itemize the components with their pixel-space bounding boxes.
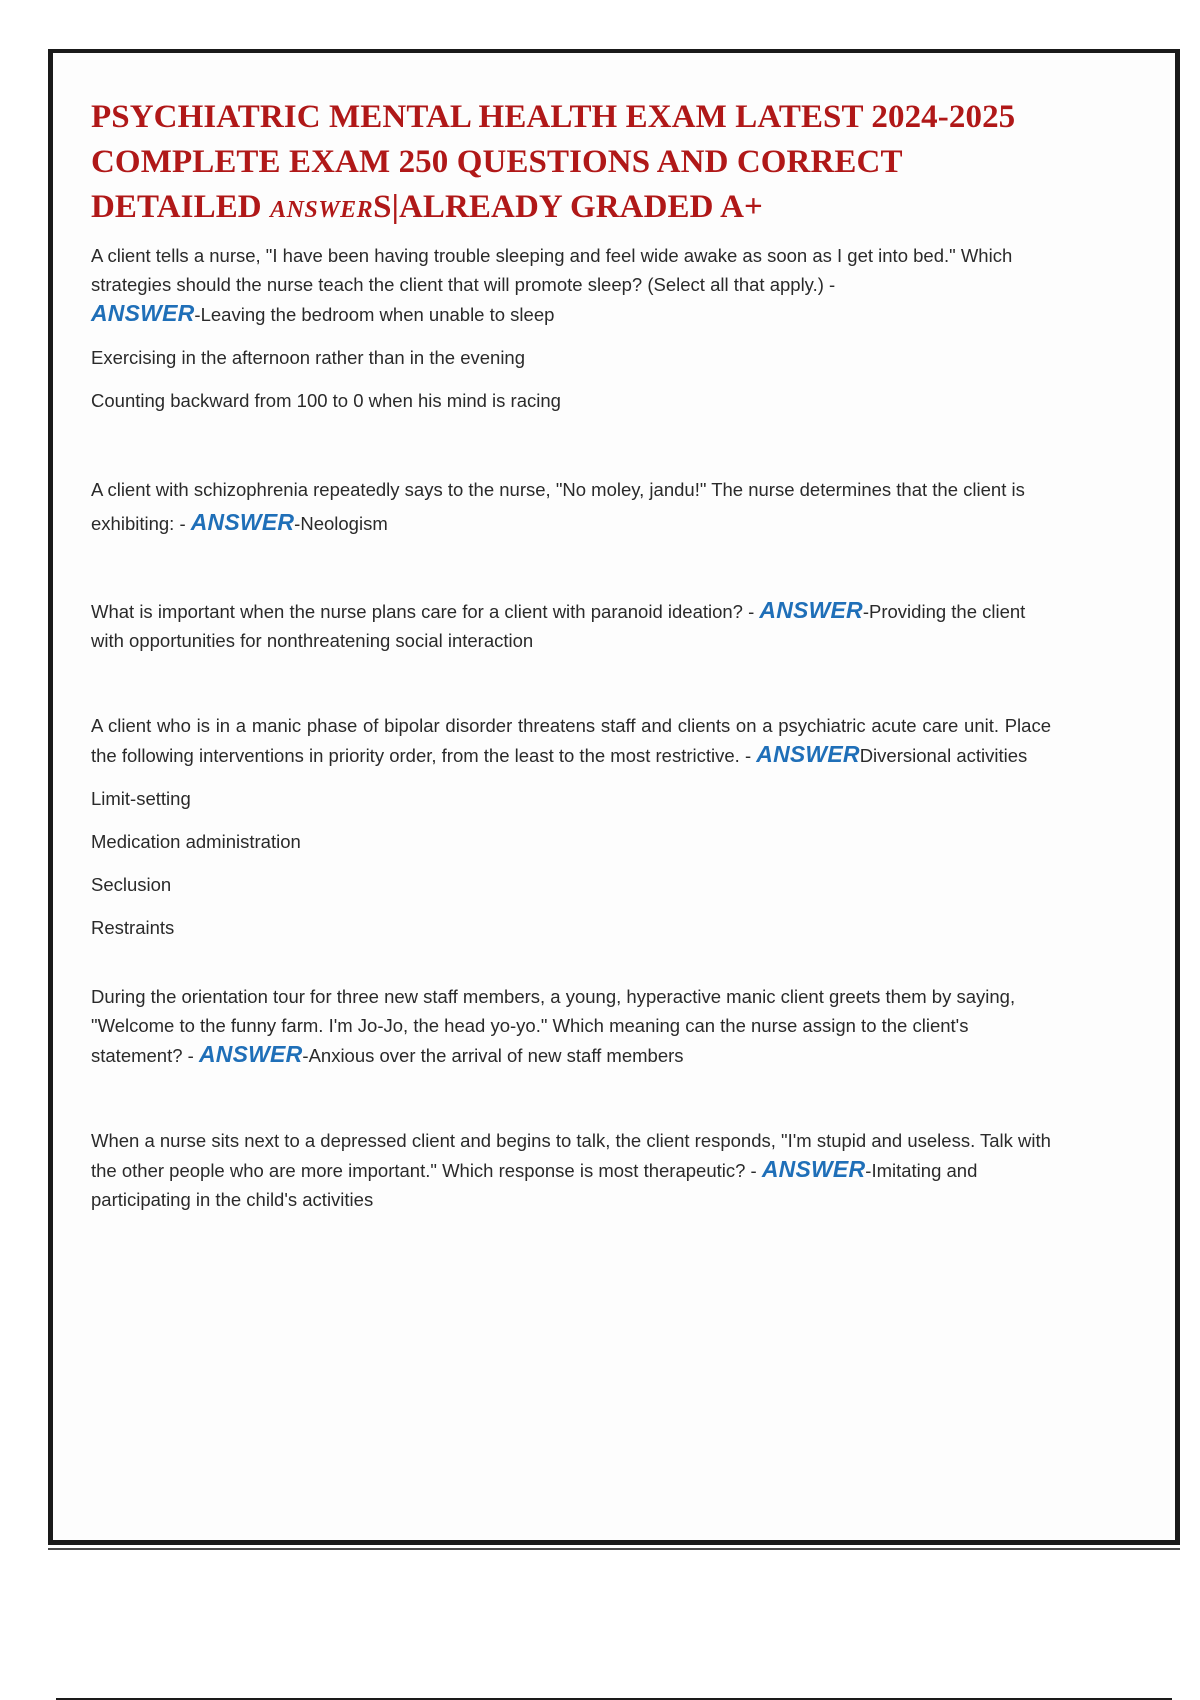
- answer-separator: -: [294, 513, 301, 534]
- question-text: A client who is in a manic phase of bipolar disorder threatens staff and clients on a psychiatric acute care unit. Place the following interventions in priority order, from the least to the most restrictive. -: [91, 715, 1051, 766]
- answer-label: ANSWER: [91, 300, 195, 326]
- qa-text: [91, 473, 1051, 540]
- qa-block-1: [91, 241, 1051, 415]
- answer-item: Restraints: [91, 917, 175, 938]
- qa-block-6: [91, 1126, 1051, 1214]
- answer-text: Providing the client with opportunities for nonthreatening social interaction: [91, 601, 1026, 651]
- qa-text: [91, 982, 1051, 1070]
- answer-separator: -: [862, 601, 870, 622]
- answer-item: Seclusion: [91, 874, 172, 895]
- title-part-1: PSYCHIATRIC MENTAL HEALTH EXAM LATEST 2024-2025 COMPLETE EXAM 250 QUESTIONS AND CORRECT DETAILED: [91, 99, 1016, 225]
- answer-item: Exercising in the afternoon rather than in the evening: [91, 347, 526, 368]
- qa-block-5: [91, 982, 1051, 1070]
- title-part-2: S|ALREADY GRADED A+: [373, 189, 763, 225]
- answer-label: ANSWER: [761, 1156, 866, 1182]
- qa-block-2: [91, 473, 1051, 540]
- qa-block-3: [91, 596, 1051, 655]
- answer-text: Diversional activities: [859, 745, 1028, 766]
- qa-text: [91, 241, 1051, 329]
- question-text: During the orientation tour for three new staff members, a young, hyperactive manic client greets them by saying, "Welcome to the funny farm. I'm Jo-Jo, the head yo-yo." Which meaning can the nurse assign to the client's statement? -: [91, 986, 1016, 1066]
- answer-separator: -: [302, 1045, 309, 1066]
- answer-text: Neologism: [300, 513, 388, 534]
- answer-item: Limit-setting: [91, 788, 191, 809]
- qa-text: [91, 711, 1051, 770]
- answer-label: ANSWER: [190, 509, 295, 535]
- answer-label: ANSWER: [756, 741, 860, 767]
- document-content: [91, 95, 1051, 1214]
- qa-text: [91, 1126, 1051, 1214]
- answer-separator: -: [194, 304, 201, 325]
- document-title: [91, 95, 1051, 233]
- question-text: A client tells a nurse, "I have been having trouble sleeping and feel wide awake as soon as I get into bed." Which strategies should the nurse teach the client that will promote sleep? (Select all that apply.) -: [91, 245, 1013, 295]
- answer-text: Imitating and participating in the child's activities: [91, 1160, 978, 1210]
- title-italic-answer: ANSWER: [270, 197, 374, 223]
- answer-separator: -: [865, 1160, 872, 1181]
- answer-label: ANSWER: [759, 597, 863, 623]
- qa-block-4: [91, 711, 1051, 942]
- question-text: What is important when the nurse plans care for a client with paranoid ideation? -: [91, 601, 760, 622]
- answer-text: Leaving the bedroom when unable to sleep: [200, 304, 555, 325]
- answer-text: Anxious over the arrival of new staff members: [308, 1045, 684, 1066]
- qa-text: [91, 596, 1051, 655]
- question-text: When a nurse sits next to a depressed client and begins to talk, the client responds, "I'm stupid and useless. Talk with the other people who are more important." Which response is most therapeutic? -: [91, 1130, 1051, 1181]
- answer-item: Counting backward from 100 to 0 when his mind is racing: [91, 390, 561, 411]
- answer-label: ANSWER: [198, 1041, 303, 1067]
- question-text: A client with schizophrenia repeatedly says to the nurse, "No moley, jandu!" The nurse determines that the client is exhibiting: -: [91, 479, 1025, 534]
- answer-item: Medication administration: [91, 831, 301, 852]
